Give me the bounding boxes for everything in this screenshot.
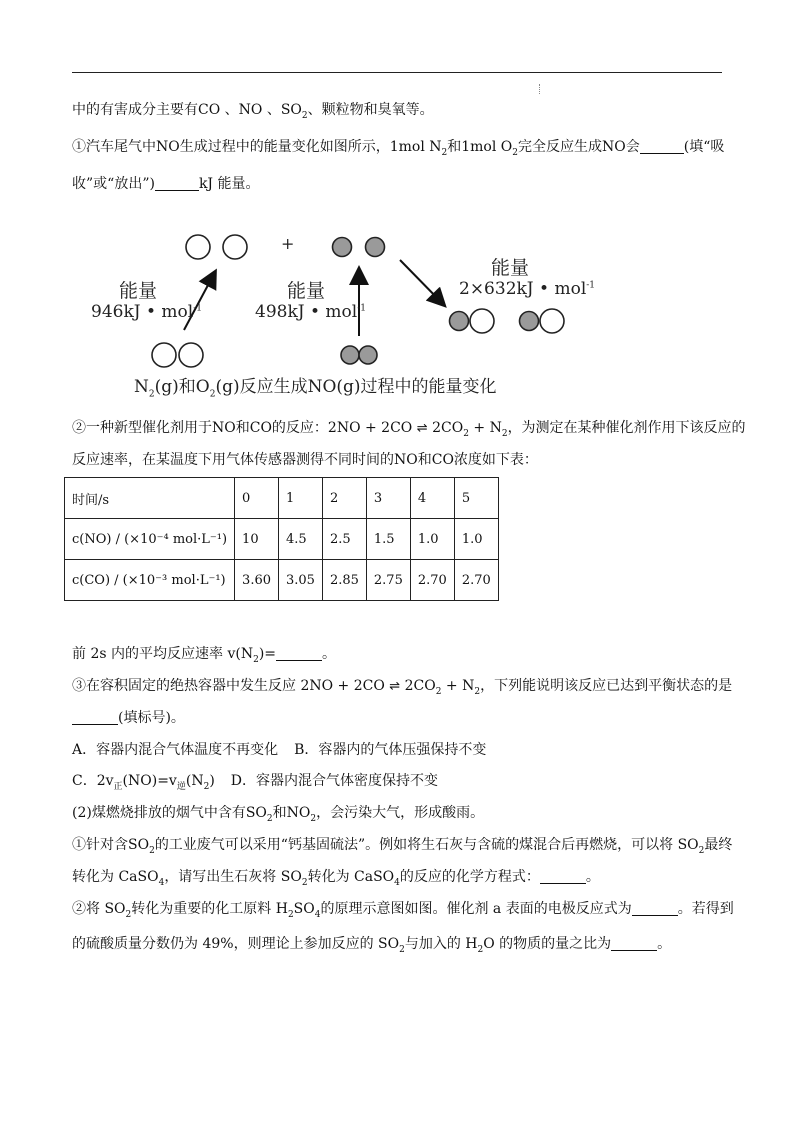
energy-diagram [80,224,640,408]
n2-molecule-icon [152,343,176,367]
option-a: A．容器内混合气体温度不再变化 [72,742,279,758]
table-cell: 时间/s [65,478,235,519]
table-row [65,560,499,601]
table-cell: 5 [454,478,498,519]
table-cell: 3 [366,478,410,519]
table-row [65,478,499,519]
energy-label: 能量 [287,280,326,302]
o2-molecule-icon [359,346,377,364]
option-d: D．容器内混合气体密度保持不变 [230,773,439,789]
no-molecule-icon [450,312,469,331]
table-cell: 1 [279,478,323,519]
table-cell: 4 [410,478,454,519]
energy-value-n2: 946kJ • mol$^{-1}$ [91,302,202,322]
q1-line1: ①汽车尾气中NO生成过程中的能量变化如图所示，1mol $N_2$和1mol $O_2$完全反应生成NO会 (填“吸 [72,139,725,158]
q2-line1: ②一种新型催化剂用于NO和CO的反应：2NO + 2CO ⇌ $2CO_2 + N_2$，为测定在某种催化剂作用下该反应的 [72,420,746,439]
part2-q1-line1: ①针对含$SO_2$的工业废气可以采用“钙基固硫法”。例如将生石灰与含硫的煤混合后再燃烧，可以将 $SO_2$最终 [72,837,733,856]
table-cell: 0 [235,478,279,519]
intro-line: 中的有害成分主要有CO 、NO 、$SO_2$、颗粒物和臭氧等。 [72,102,434,121]
table-cell: 2.85 [322,560,366,601]
n-atom-icon [223,235,247,259]
table-cell: 3.60 [235,560,279,601]
table-cell: 10 [235,519,279,560]
table-cell: c(CO) / (×10⁻³ mol·L⁻¹) [65,560,235,601]
answer-blank[interactable] [276,646,322,661]
answer-blank[interactable] [540,869,586,884]
part2-line1: (2)煤燃烧排放的烟气中含有$SO_2$和$NO_2$，会污染大气，形成酸雨。 [72,805,485,824]
q3-line2: (填标号)。 [72,708,185,728]
answer-blank[interactable] [72,710,118,725]
energy-value-no: 2×632kJ • mol$^{-1}$ [459,279,596,299]
no-molecule-icon [540,309,564,333]
o2-molecule-icon [341,346,359,364]
table-cell: 2.5 [322,519,366,560]
header-mark [539,84,541,94]
answer-blank[interactable] [155,176,199,191]
table-cell: 1.5 [366,519,410,560]
energy-label: 能量 [491,257,530,279]
part2-q1-line2: 转化为 CaSO$_4$，请写出生石灰将 $SO_2$转化为 CaSO$_4$的反应的化学方程式： 。 [72,869,600,888]
part2-q2-line1: ②将 $SO_2$转化为重要的化工原料 $H_2SO_4$的原理示意图如图。催化剂 a 表面的电极反应式为 。若得到 [72,901,734,920]
n-atom-icon [186,235,210,259]
arrow-icon [400,260,444,305]
no-molecule-icon [470,309,494,333]
o-atom-icon [366,238,385,257]
table-row [65,519,499,560]
answer-blank[interactable] [611,936,657,951]
table-cell: 2.75 [366,560,410,601]
energy-label: 能量 [119,280,158,302]
concentration-table [64,477,499,601]
energy-value-o2: 498kJ • mol$^{-1}$ [255,302,366,322]
answer-blank[interactable] [632,901,678,916]
figure-caption: $N_2(g)$和$O_2(g)$反应生成NO(g)过程中的能量变化 [134,377,497,400]
table-cell: 3.05 [279,560,323,601]
q3-options-ab [72,740,486,760]
header-rule [72,72,722,73]
q2-rate-line: 前 2s 内的平均反应速率 $v(N_2)=$ 。 [72,646,337,665]
n2-molecule-icon [179,343,203,367]
table-cell: c(NO) / (×10⁻⁴ mol·L⁻¹) [65,519,235,560]
table-cell: 4.5 [279,519,323,560]
q3-line1: ③在容积固定的绝热容器中发生反应 2NO + 2CO ⇌ $2CO_2 + N_2$，下列能说明该反应已达到平衡状态的是 [72,678,733,697]
part2-q2-line2: 的硫酸质量分数仍为 49%，则理论上参加反应的 $SO_2$与加入的 $H_2O$ 的物质的量之比为 。 [72,936,672,955]
q1-line2: 收”或“放出”) kJ 能量。 [72,176,260,192]
answer-blank[interactable] [640,139,684,154]
o-atom-icon [333,238,352,257]
option-c: C．$2v_正(NO)=v_逆(N_2)$ [72,773,215,792]
option-b: B．容器内的气体压强保持不变 [294,742,487,758]
plus-sign: + [281,234,295,253]
table-cell: 1.0 [454,519,498,560]
table-cell: 2.70 [410,560,454,601]
q3-options-cd [72,771,438,791]
table-cell: 2 [322,478,366,519]
q2-line2: 反应速率，在某温度下用气体传感器测得不同时间的NO和CO浓度如下表： [72,452,538,468]
table-cell: 2.70 [454,560,498,601]
table-cell: 1.0 [410,519,454,560]
no-molecule-icon [520,312,539,331]
